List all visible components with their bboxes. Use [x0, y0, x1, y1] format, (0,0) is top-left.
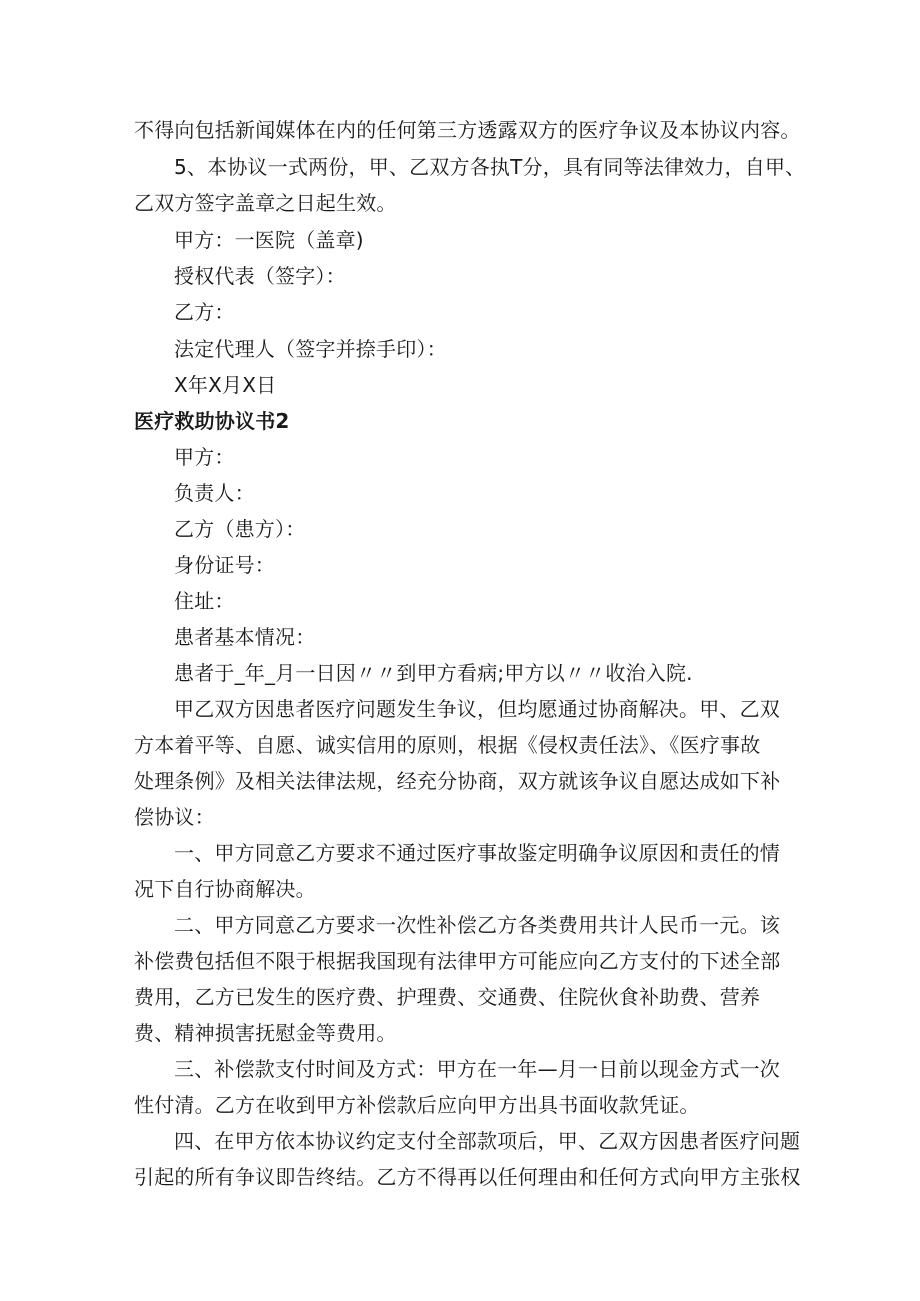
text-line: 三、补偿款支付时间及方式：甲方在一年—月一日前以现金方式一次	[174, 1057, 780, 1081]
text-line: 5、本协议一式两份，甲、乙双方各执T分，具有同等法律效力，自甲、	[174, 155, 806, 179]
text-line: 费用，乙方已发生的医疗费、护理费、交通费、住院伙食补助费、营养	[134, 985, 761, 1009]
text-line: 不得向包括新闻媒体在内的任何第三方透露双方的医疗争议及本协议内容。	[134, 118, 801, 142]
text-line: 引起的所有争议即告终结。乙方不得再以任何理由和任何方式向甲方主张权	[134, 1165, 801, 1189]
field-patient-info: 患者基本情况：	[174, 625, 316, 649]
signature-party-b: 乙方：	[174, 300, 235, 324]
text-line: 处理条例》及相关法律法规，经充分协商，双方就该争议自愿达成如下补	[134, 769, 781, 793]
signature-representative: 授权代表（签字）：	[174, 264, 346, 288]
text-line: 况下自行协商解决。	[134, 877, 316, 901]
field-party-a: 甲方：	[174, 445, 235, 469]
signature-date: X年X月X日	[174, 373, 277, 397]
text-line: 补偿费包括但不限于根据我国现有法律甲方可能应向乙方支付的下述全部	[134, 949, 781, 973]
text-line: 方本着平等、自愿、诚实信用的原则，根据《侵权责任法》、《医疗事故	[134, 733, 761, 757]
text-line: 四、在甲方依本协议约定支付全部款项后，甲、乙双方因患者医疗问题	[174, 1129, 801, 1153]
section-heading: 医疗救助协议书2	[134, 409, 290, 433]
text-line: 性付清。乙方在收到甲方补偿款后应向甲方出具书面收款凭证。	[134, 1093, 700, 1117]
field-id-number: 身份证号：	[174, 553, 275, 577]
field-address: 住址：	[174, 589, 235, 613]
text-line: 一、甲方同意乙方要求不通过医疗事故鉴定明确争议原因和责任的情	[174, 841, 780, 865]
text-line: 费、精神损害抚慰金等费用。	[134, 1021, 397, 1045]
text-line: 甲乙双方因患者医疗问题发生争议，但均愿通过协商解决。甲、乙双	[174, 697, 780, 721]
text-line: 患者于_年_月一日因〃〃到甲方看病;甲方以〃〃收治入院.	[174, 661, 693, 685]
field-responsible-person: 负责人：	[174, 481, 255, 505]
signature-party-a: 甲方：一医院（盖章)	[174, 228, 364, 252]
text-line: 乙双方签字盖章之日起生效。	[134, 191, 397, 215]
text-line: 偿协议：	[134, 805, 215, 829]
field-party-b: 乙方（患方）：	[174, 517, 306, 541]
signature-legal-agent: 法定代理人（签字并捺手印）：	[174, 337, 447, 361]
text-line: 二、甲方同意乙方要求一次性补偿乙方各类费用共计人民币一元。该	[174, 913, 780, 937]
